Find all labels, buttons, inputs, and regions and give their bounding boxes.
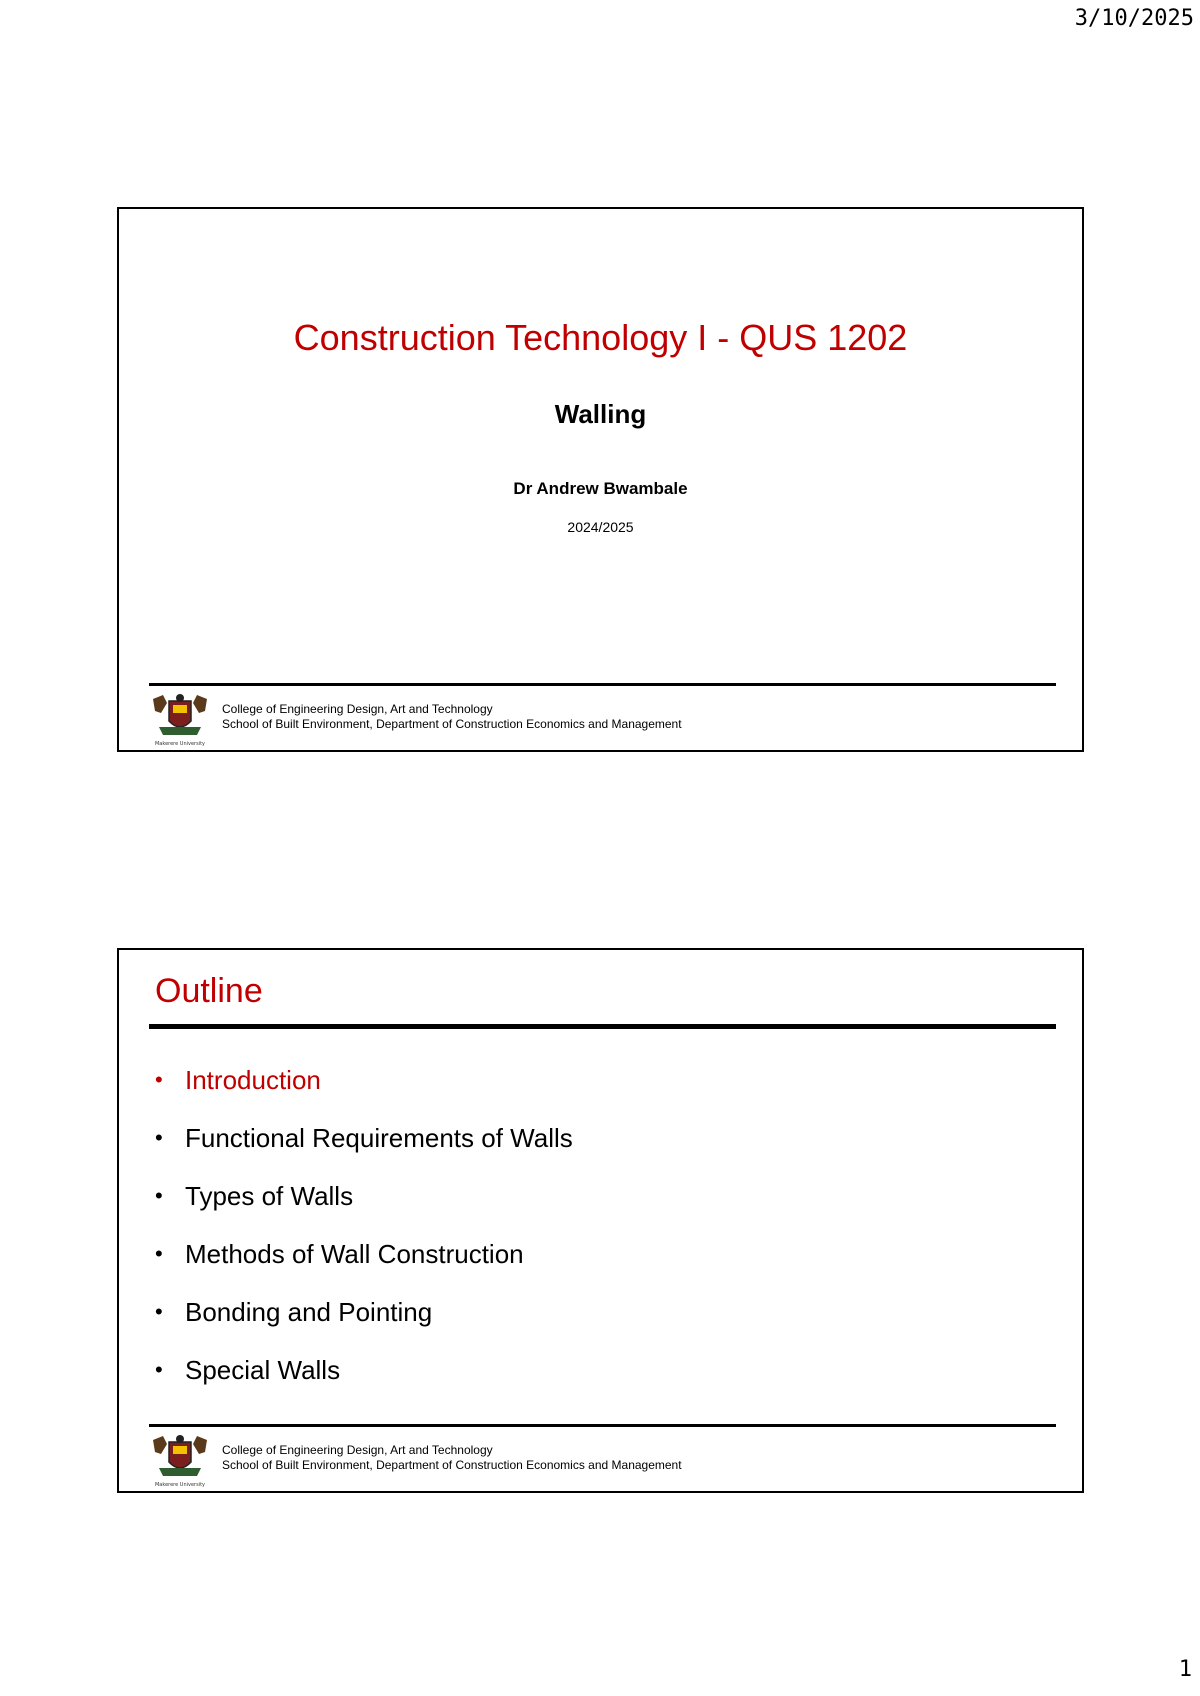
bullet-icon: •	[155, 1183, 163, 1208]
outline-item	[155, 1066, 573, 1094]
bullet-icon: •	[155, 1357, 163, 1382]
outline-slide	[117, 948, 1084, 1493]
outline-item-label: Introduction	[185, 1065, 321, 1095]
slide-subtitle: Walling	[554, 399, 647, 429]
outline-item	[155, 1124, 573, 1152]
bullet-icon: •	[155, 1241, 163, 1266]
title-slide	[117, 207, 1084, 752]
footer-text	[222, 1443, 682, 1473]
author-name: Dr Andrew Bwambale	[513, 479, 688, 498]
footer-college: College of Engineering Design, Art and Technology	[222, 702, 493, 716]
outline-item-label: Methods of Wall Construction	[185, 1239, 524, 1269]
outline-item	[155, 1298, 573, 1326]
outline-item	[155, 1240, 573, 1268]
outline-item-label: Functional Requirements of Walls	[185, 1123, 573, 1153]
footer-divider	[149, 683, 1056, 686]
logo-caption: Makerere University	[154, 741, 206, 747]
outline-item-label: Types of Walls	[185, 1181, 354, 1211]
bullet-icon: •	[155, 1299, 163, 1324]
bullet-icon: •	[155, 1067, 163, 1092]
page-date: 3/10/2025	[1074, 6, 1194, 31]
outline-heading: Outline	[155, 972, 263, 1010]
university-crest-icon	[149, 691, 211, 749]
outline-list	[155, 1066, 573, 1414]
footer-school: School of Built Environment, Department of Construction Economics and Management	[222, 717, 682, 731]
bullet-icon: •	[155, 1125, 163, 1150]
heading-divider	[149, 1024, 1056, 1029]
page-number: 1	[1178, 1657, 1192, 1682]
slide-title: Construction Technology I - QUS 1202	[293, 317, 908, 358]
outline-item-label: Special Walls	[185, 1355, 341, 1385]
university-crest-icon	[149, 1432, 211, 1490]
footer-divider	[149, 1424, 1056, 1427]
outline-item	[155, 1182, 573, 1210]
footer-school: School of Built Environment, Department of Construction Economics and Management	[222, 1458, 682, 1472]
logo-caption: Makerere University	[154, 1482, 206, 1488]
outline-item-label: Bonding and Pointing	[185, 1297, 433, 1327]
footer-college: College of Engineering Design, Art and Technology	[222, 1443, 493, 1457]
academic-year: 2024/2025	[567, 519, 634, 535]
outline-item	[155, 1356, 573, 1384]
footer-text	[222, 702, 682, 732]
